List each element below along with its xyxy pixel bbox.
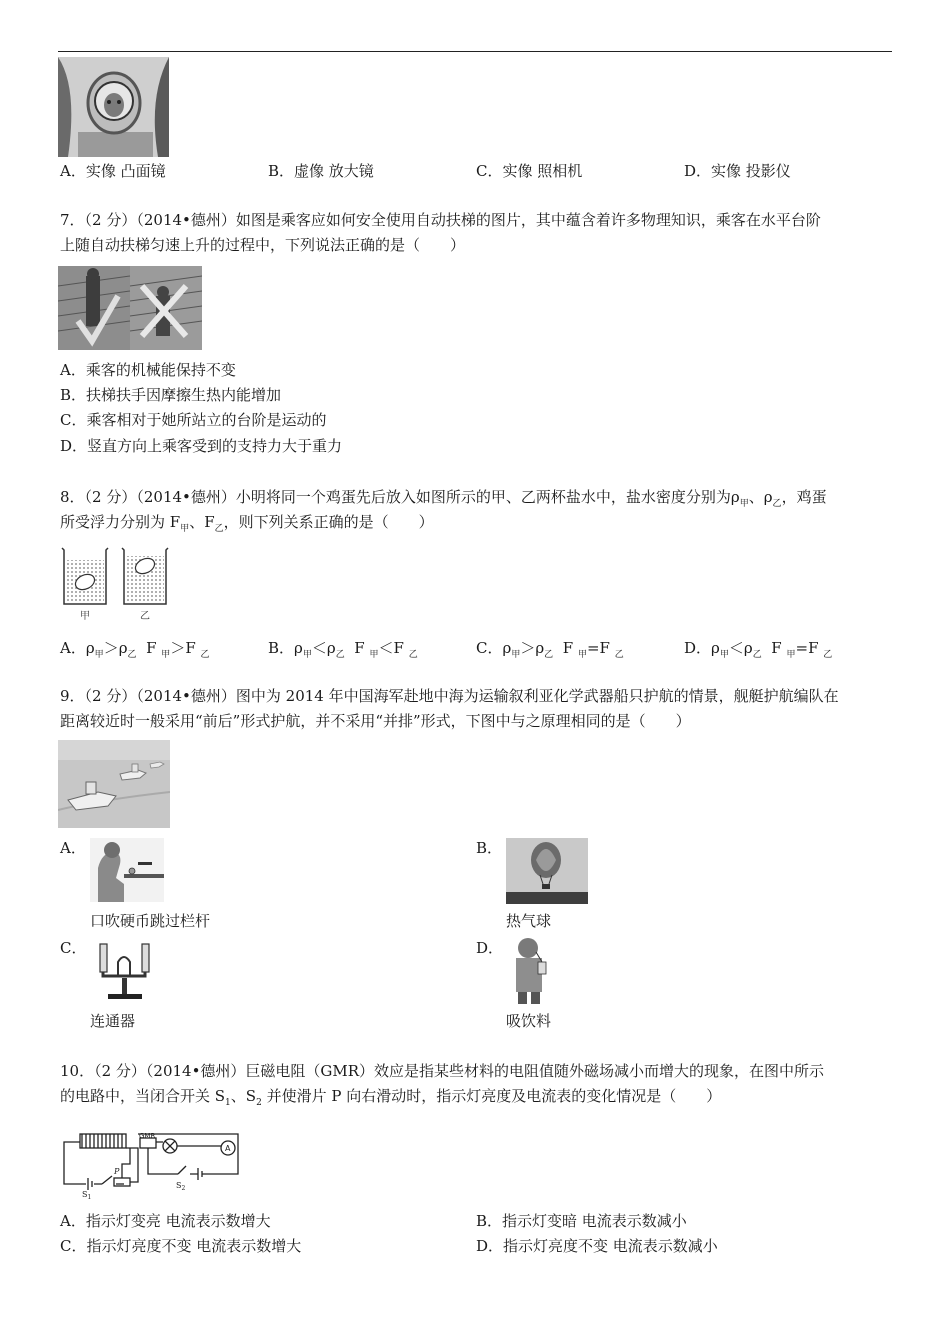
rho: ρ xyxy=(711,639,720,657)
text: 8．（2 分）（2014•德州）小明将同一个鸡蛋先后放入如图所示的甲、乙两杯盐水中，盐水密度分别为ρ xyxy=(60,488,740,506)
text: 并使滑片 P 向右滑动时，指示灯亮度及电流表的变化情况是（ ） xyxy=(261,1087,722,1105)
q9-option-d-figure xyxy=(506,936,554,1004)
option-text: 实像 投影仪 xyxy=(711,162,791,180)
subscript: 甲 xyxy=(739,499,749,509)
q9-option-b-label: B． xyxy=(476,839,503,857)
force: F xyxy=(808,639,819,657)
q10-stem-line2 xyxy=(60,1086,721,1109)
q9-option-b-figure xyxy=(506,838,588,904)
text: 的电路中，当闭合开关 S xyxy=(60,1087,226,1105)
q8-stem-line2 xyxy=(60,512,434,535)
subscript: 乙 xyxy=(544,650,554,660)
q8-stem-line1 xyxy=(60,487,827,510)
q8-figure-svg xyxy=(58,546,173,624)
subscript: 乙 xyxy=(772,499,782,509)
subscript: 乙 xyxy=(200,650,210,660)
option-label: D． xyxy=(684,639,712,657)
q9-option-a-figure xyxy=(90,838,164,902)
q8-option-b xyxy=(268,638,418,661)
force: F xyxy=(771,639,782,657)
relation: ＞ xyxy=(170,639,186,657)
q8-figure-beakers xyxy=(58,546,173,624)
q9-figure-navy-ships xyxy=(58,740,170,828)
q10-figure-gmr-circuit xyxy=(58,1124,244,1200)
q9-option-b-caption: 热气球 xyxy=(506,912,552,930)
option-label: D． xyxy=(684,162,712,180)
gmr-label: GMR xyxy=(139,1132,156,1140)
coin-blow-svg xyxy=(90,838,164,902)
rho: ρ xyxy=(326,639,336,657)
q9-option-c-caption: 连通器 xyxy=(90,1012,136,1030)
option-text: 实像 照相机 xyxy=(502,162,583,180)
relation: ＞ xyxy=(520,639,536,657)
connected-vessels-svg xyxy=(90,938,160,1004)
q9-stem-line1: 9．（2 分）（2014•德州）图中为 2014 年中国海军赴地中海为运输叙利亚化学武器船只护航的情景，舰艇护航编队在 xyxy=(60,687,839,705)
q10-option-b: B．指示灯变暗 电流表示数减小 xyxy=(476,1212,687,1230)
q6-figure-svg xyxy=(58,57,169,157)
q8-option-d xyxy=(684,638,832,661)
option-label: A． xyxy=(60,639,86,657)
relation: = xyxy=(795,639,809,657)
q9-option-a-label: A． xyxy=(60,839,86,857)
option-label: B． xyxy=(268,162,295,180)
q10-stem-line1: 10．（2 分）（2014•德州）巨磁电阻（GMR）效应是指某些材料的电阻值随外磁场减小而增大的现象，在图中所示 xyxy=(60,1062,825,1080)
q9-option-d-caption: 吸饮料 xyxy=(506,1012,552,1030)
force: F xyxy=(354,639,365,657)
subscript: 1 xyxy=(225,1098,231,1108)
subscript: 乙 xyxy=(752,650,762,660)
text: 所受浮力分别为 F xyxy=(60,513,181,531)
q6-option-a xyxy=(60,161,166,181)
subscript: 甲 xyxy=(94,650,104,660)
q6-option-c xyxy=(476,161,582,181)
s2-text: S xyxy=(176,1181,182,1190)
rho: ρ xyxy=(294,639,303,657)
subscript: 2 xyxy=(256,1098,262,1108)
q7-option-b: B．扶梯扶手因摩擦生热内能增加 xyxy=(60,386,282,404)
q7-figure-escalator xyxy=(58,266,202,350)
beaker-label-yi: 乙 xyxy=(140,611,150,622)
q9-option-a-caption: 口吹硬币跳过栏杆 xyxy=(90,912,211,930)
q6-figure-water-lens xyxy=(58,57,169,157)
relation: ＜ xyxy=(311,639,327,657)
text: 、S xyxy=(230,1087,257,1105)
subscript: 甲 xyxy=(511,650,521,660)
q7-option-a: A．乘客的机械能保持不变 xyxy=(60,361,236,379)
subscript: 乙 xyxy=(408,650,418,660)
q8-option-a xyxy=(60,638,210,661)
relation: ＜ xyxy=(378,639,394,657)
force: F xyxy=(393,639,404,657)
q8-option-c xyxy=(476,638,624,661)
text: 、ρ xyxy=(748,488,773,506)
subscript: 乙 xyxy=(614,650,624,660)
q6-option-b xyxy=(268,161,374,181)
subscript: 乙 xyxy=(823,650,833,660)
option-label: C． xyxy=(476,162,503,180)
q7-figure-svg xyxy=(58,266,202,350)
q9-option-c-label: C． xyxy=(60,939,87,957)
q9-option-d-label: D． xyxy=(476,939,504,957)
rho: ρ xyxy=(118,639,128,657)
text: 、F xyxy=(189,513,215,531)
q10-option-c: C．指示灯亮度不变 电流表示数增大 xyxy=(60,1237,302,1255)
subscript: 乙 xyxy=(127,650,137,660)
subscript: 甲 xyxy=(719,650,729,660)
slider-p-label: P xyxy=(114,1167,120,1176)
subscript: 乙 xyxy=(214,524,224,534)
hot-air-balloon-svg xyxy=(506,838,588,904)
q7-stem-line2: 上随自动扶梯匀速上升的过程中，下列说法正确的是（ ） xyxy=(60,236,466,254)
s2-sub: 2 xyxy=(181,1185,186,1192)
drinking-straw-svg xyxy=(506,936,554,1004)
option-label: B． xyxy=(268,639,295,657)
relation: ＜ xyxy=(728,639,744,657)
text: ，则下列关系正确的是（ ） xyxy=(223,513,434,531)
q10-option-a: A．指示灯变亮 电流表示数增大 xyxy=(60,1212,271,1230)
force: F xyxy=(599,639,610,657)
q9-stem-line2: 距离较近时一般采用“前后”形式护航，并不采用“并排”形式，下图中与之原理相同的是（ ） xyxy=(60,712,691,730)
text: ，鸡蛋 xyxy=(781,488,827,506)
q6-option-d xyxy=(684,161,791,181)
s1-text: S xyxy=(82,1190,88,1199)
q7-option-d: D．竖直方向上乘客受到的支持力大于重力 xyxy=(60,437,343,455)
beaker-label-jia: 甲 xyxy=(80,611,90,622)
subscript: 甲 xyxy=(180,524,190,534)
s1-sub: 1 xyxy=(87,1194,92,1200)
rho: ρ xyxy=(535,639,545,657)
force: F xyxy=(562,639,574,657)
q7-stem-line1: 7．（2 分）（2014•德州）如图是乘客应如何安全使用自动扶梯的图片，其中蕴含着许多物理知识，乘客在水平台阶 xyxy=(60,211,821,229)
q7-option-c: C．乘客相对于她所站立的台阶是运动的 xyxy=(60,411,327,429)
relation: ＞ xyxy=(103,639,119,657)
rho: ρ xyxy=(85,639,95,657)
subscript: 甲 xyxy=(161,650,171,660)
option-text: 实像 凸面镜 xyxy=(85,162,166,180)
subscript: 乙 xyxy=(335,650,345,660)
rho: ρ xyxy=(743,639,753,657)
subscript: 甲 xyxy=(577,650,587,660)
option-label: A． xyxy=(60,162,86,180)
subscript: 甲 xyxy=(302,650,312,660)
subscript: 甲 xyxy=(369,650,379,660)
ammeter-label: A xyxy=(225,1144,231,1153)
gmr-circuit-svg xyxy=(58,1124,244,1200)
header-rule xyxy=(58,51,892,52)
option-text: 虚像 放大镜 xyxy=(294,162,374,180)
option-label: C． xyxy=(476,639,503,657)
relation: = xyxy=(586,639,600,657)
force: F xyxy=(185,639,196,657)
q10-option-d: D．指示灯亮度不变 电流表示数减小 xyxy=(476,1237,718,1255)
rho: ρ xyxy=(502,639,512,657)
force: F xyxy=(146,639,157,657)
subscript: 甲 xyxy=(786,650,796,660)
q9-figure-svg xyxy=(58,740,170,828)
q9-option-c-figure xyxy=(90,938,160,1004)
